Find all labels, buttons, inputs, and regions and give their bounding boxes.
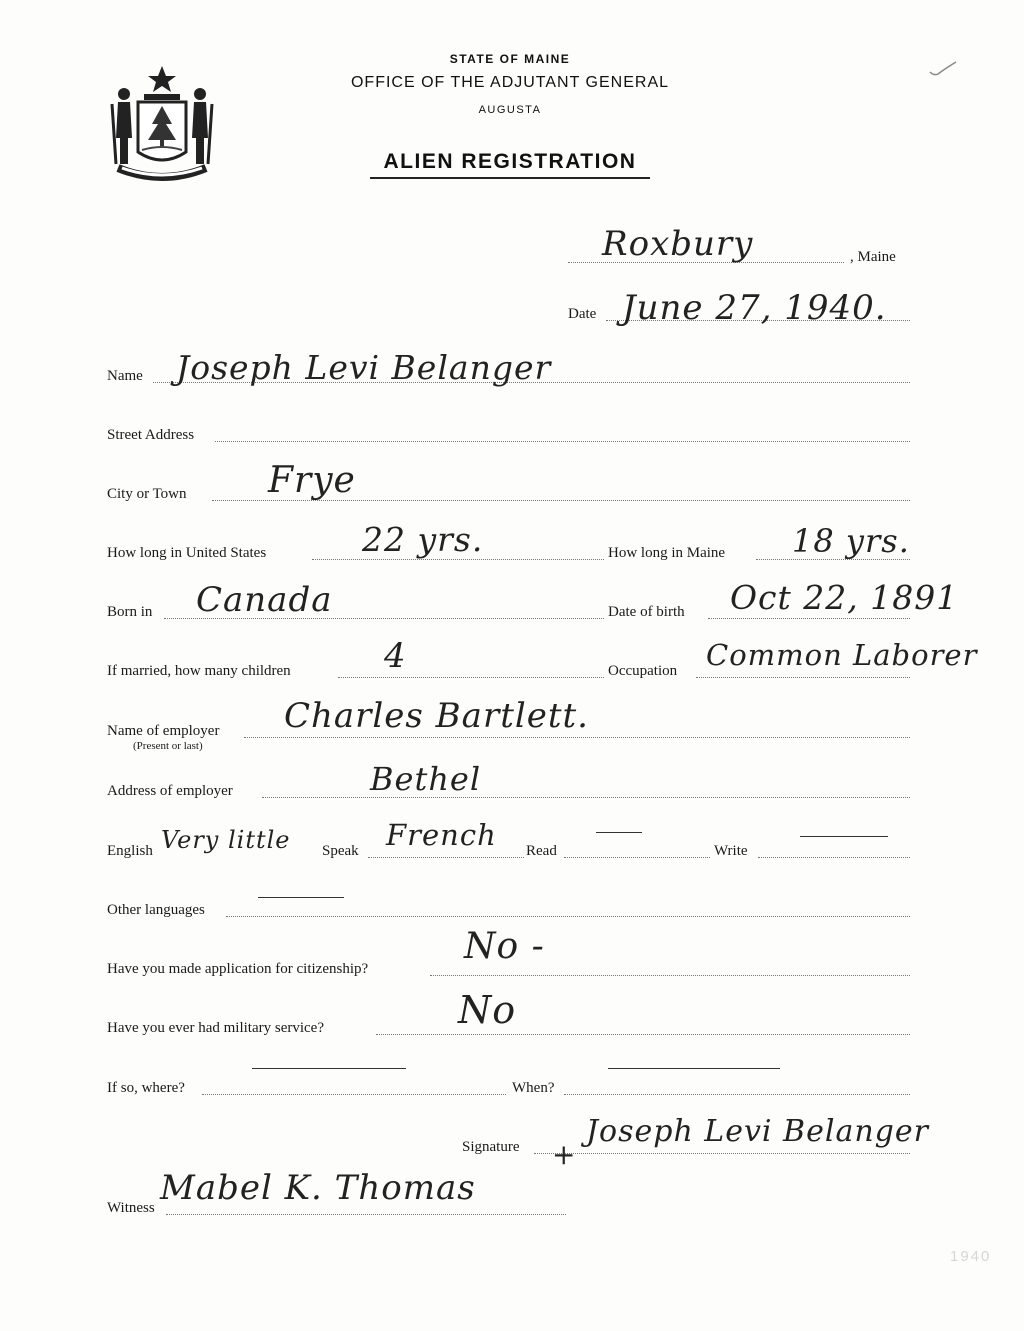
employer-address-line xyxy=(262,797,910,798)
where-dash xyxy=(252,1068,406,1069)
english-value: Very little xyxy=(161,826,291,854)
form-title: ALIEN REGISTRATION xyxy=(383,150,637,173)
employer-label: Name of employer xyxy=(107,723,220,739)
date-label: Date xyxy=(568,306,597,322)
date-of-birth-line xyxy=(708,618,910,619)
military-line xyxy=(376,1034,910,1035)
english-label: English xyxy=(107,843,153,859)
occupation-value: Common Laborer xyxy=(706,638,978,672)
received-stamp: 1940 xyxy=(950,1248,992,1265)
town-value: Roxbury xyxy=(602,224,754,264)
city-town-value: Frye xyxy=(268,460,356,501)
write-dash xyxy=(800,836,888,837)
employer-note: (Present or last) xyxy=(133,740,203,752)
street-line xyxy=(215,441,910,442)
employer-value: Charles Bartlett. xyxy=(284,696,589,736)
read-line xyxy=(564,857,710,858)
signature-line xyxy=(534,1153,910,1154)
read-dash xyxy=(596,832,642,833)
date-of-birth-label: Date of birth xyxy=(608,604,685,620)
title-underline xyxy=(370,177,650,179)
office-heading: OFFICE OF THE ADJUTANT GENERAL xyxy=(350,74,670,91)
witness-label: Witness xyxy=(107,1200,155,1216)
signature-mark: + xyxy=(552,1138,577,1171)
state-heading: STATE OF MAINE xyxy=(449,52,571,66)
speak-line xyxy=(368,857,524,858)
other-languages-line xyxy=(226,916,910,917)
where-label: If so, where? xyxy=(107,1080,185,1096)
how-long-us-value: 22 yrs. xyxy=(362,520,484,559)
how-long-us-label: How long in United States xyxy=(107,545,267,561)
write-line xyxy=(758,857,910,858)
name-value: Joseph Levi Belanger xyxy=(176,348,552,387)
when-label: When? xyxy=(512,1080,555,1096)
how-long-maine-value: 18 yrs. xyxy=(792,522,910,560)
city-heading: AUGUSTA xyxy=(478,104,542,116)
citizenship-value: No - xyxy=(464,926,545,967)
read-label: Read xyxy=(526,843,557,859)
city-town-label: City or Town xyxy=(107,486,187,502)
employer-line xyxy=(244,737,910,738)
how-long-maine-label: How long in Maine xyxy=(608,545,726,561)
witness-value: Mabel K. Thomas xyxy=(160,1168,476,1208)
date-value: June 27, 1940. xyxy=(622,288,887,328)
other-languages-dash xyxy=(258,897,344,898)
occupation-label: Occupation xyxy=(608,663,678,679)
signature-label: Signature xyxy=(462,1139,520,1155)
speak-label: Speak xyxy=(322,843,359,859)
employer-address-label: Address of employer xyxy=(107,783,233,799)
when-line xyxy=(564,1094,910,1095)
date-of-birth-value: Oct 22, 1891 xyxy=(730,578,959,617)
maine-seal-icon xyxy=(108,64,216,188)
born-in-value: Canada xyxy=(196,580,333,620)
where-line xyxy=(202,1094,506,1095)
born-in-label: Born in xyxy=(107,604,153,620)
how-long-us-line xyxy=(312,559,604,560)
maine-label: , Maine xyxy=(850,249,896,265)
children-line xyxy=(338,677,604,678)
speak-value: French xyxy=(386,818,497,852)
street-label: Street Address xyxy=(107,427,195,443)
write-label: Write xyxy=(714,843,748,859)
other-languages-label: Other languages xyxy=(107,902,205,918)
signature-value: Joseph Levi Belanger xyxy=(586,1114,929,1149)
citizenship-line xyxy=(430,975,910,976)
check-mark-icon xyxy=(928,58,958,78)
witness-line xyxy=(166,1214,566,1215)
children-label: If married, how many children xyxy=(107,663,291,679)
occupation-line xyxy=(696,677,910,678)
name-label: Name xyxy=(107,368,143,384)
when-dash xyxy=(608,1068,780,1069)
citizenship-label: Have you made application for citizenship? xyxy=(107,961,369,977)
military-value: No xyxy=(458,988,517,1032)
children-value: 4 xyxy=(384,636,407,676)
employer-address-value: Bethel xyxy=(370,760,482,798)
military-label: Have you ever had military service? xyxy=(107,1020,324,1036)
